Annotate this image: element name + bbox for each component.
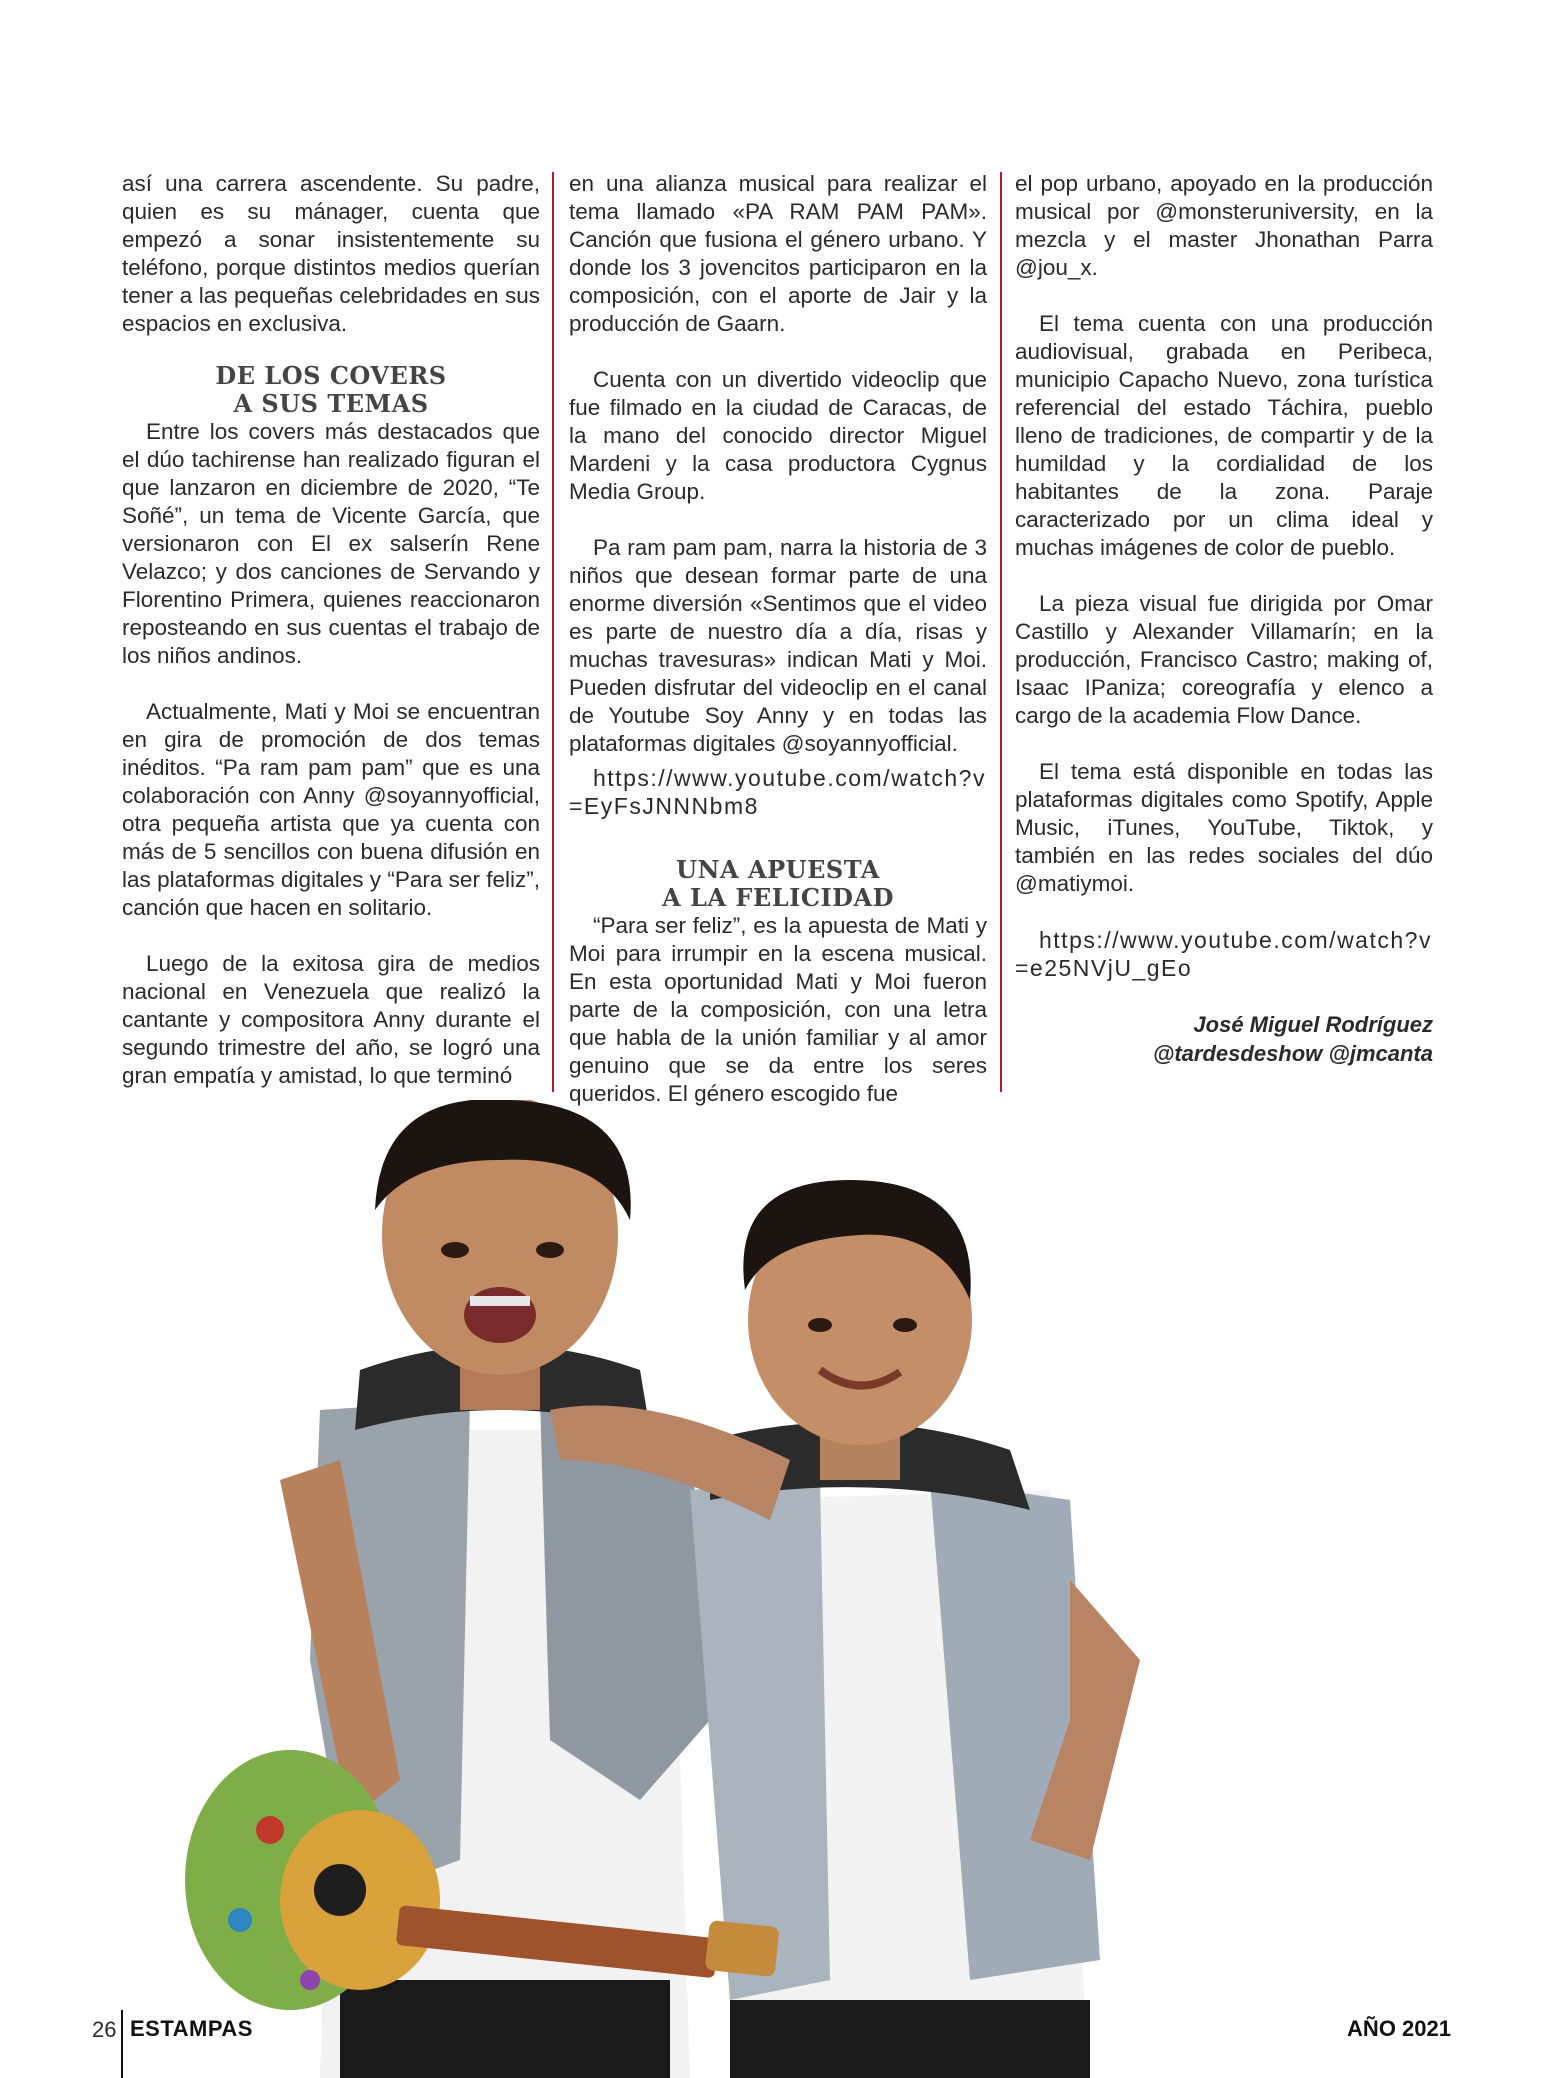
col2-paragraph-4: “Para ser feliz”, es la apuesta de Mati y Moi para irrumpir en la escena musical. En esta oportunidad Mati y Moi fueron parte de la composición, con una letra que habla de la unión familiar y al amor genuino que se da entre los seres queridos. El género escogido fue [569,913,987,1106]
col1-paragraph-1: así una carrera ascendente. Su padre, quien es su mánager, cuenta que empezó a sonar insistentemente su teléfono, porque distintos medios querían tener a las pequeñas celebridades en sus espacios en exclusiva. [122,171,540,336]
col3-paragraph-3: La pieza visual fue dirigida por Omar Castillo y Alexander Villamarín; en la producción, Francisco Castro; making of, Isaac IPaniza; coreografía y elenco a cargo de la academia Flow Dance. [1015,591,1433,728]
column-3 [1015,170,1433,1068]
subhead-covers-line1: DE LOS COVERS [215,361,447,390]
author-name: José Miguel Rodríguez [1193,1012,1433,1037]
column-2 [569,170,987,1136]
column-divider-1 [552,172,554,1092]
footer-divider [121,2010,123,2078]
subhead-felicidad [569,856,987,912]
col2-paragraph-1: en una alianza musical para realizar el tema llamado «PA RAM PAM PAM». Canción que fusiona el género urbano. Y donde los 3 jovencitos participaron en la composición, con el aporte de Jair y la producción de Gaarn. [569,171,987,336]
col1-paragraph-3: Actualmente, Mati y Moi se encuentran en gira de promoción de dos temas inéditos. “Pa ram pam pam” que es una colaboración con Anny @soyannyofficial, otra pequeña artista que ya cuenta con más de 5 sencillos con buena difusión en las plataformas digitales y “Para ser feliz”, canción que hacen en solitario. [122,699,540,920]
page-number: 26 [92,2017,117,2042]
col2-paragraph-2: Cuenta con un divertido videoclip que fue filmado en la ciudad de Caracas, de la mano del conocido director Miguel Mardeni y la casa productora Cygnus Media Group. [569,367,987,504]
col1-paragraph-2: Entre los covers más destacados que el dúo tachirense han realizado figuran el que lanzaron en diciembre de 2020, “Te Soñé”, un tema de Vicente García, que versionaron con El ex salserín Rene Velazco; y dos canciones de Servando y Florentino Primera, quienes reaccionaron reposteando en sus cuentas el trabajo de los niños andinos. [122,419,540,668]
col3-paragraph-2: El tema cuenta con una producción audiovisual, grabada en Peribeca, municipio Capacho Nuevo, zona turística referencial del estado Táchira, pueblo lleno de tradiciones, de compartir y de la humildad y la cordialidad de los habitantes de la zona. Paraje caracterizado por un clima ideal y muchas imágenes de color de pueblo. [1015,311,1433,560]
youtube-link-pa-ram-pam-pam[interactable]: https://www.youtube.com/watch?v=EyFsJNNNbm8 [569,765,986,819]
column-1 [122,170,540,1118]
author-handles: @tardesdeshow @jmcanta [1152,1041,1433,1066]
issue-year: AÑO 2021 [1347,2016,1451,2041]
author-signature [1015,1010,1433,1068]
col2-paragraph-3: Pa ram pam pam, narra la historia de 3 niños que desean formar parte de una enorme diversión «Sentimos que el video es parte de nuestro día a día, risas y muchas travesuras» indican Mati y Moi. Pueden disfrutar del videoclip en el canal de Youtube Soy Anny y en todas las plataformas digitales @soyannyofficial. [569,535,987,756]
column-divider-2 [1000,172,1002,1092]
subhead-felicidad-line2: A LA FELICIDAD [662,883,894,912]
magazine-brand: ESTAMPAS [130,2016,253,2041]
col1-paragraph-4: Luego de la exitosa gira de medios nacional en Venezuela que realizó la cantante y compositora Anny durante el segundo trimestre del año, se logró una gran empatía y amistad, lo que terminó [122,951,540,1088]
youtube-link-para-ser-feliz[interactable]: https://www.youtube.com/watch?v=e25NVjU_gEo [1015,927,1432,981]
col3-paragraph-4: El tema está disponible en todas las plataformas digitales como Spotify, Apple Music, iTunes, YouTube, Tiktok, y también en las redes sociales del dúo @matiymoi. [1015,759,1433,896]
subhead-covers-line2: A SUS TEMAS [233,389,429,418]
subhead-covers [122,362,540,418]
photo-of-two-boys-icon [170,1100,1320,2078]
col3-paragraph-1: el pop urbano, apoyado en la producción musical por @monsteruniversity, en la mezcla y el master Jhonathan Parra @jou_x. [1015,171,1433,280]
subhead-felicidad-line1: UNA APUESTA [676,855,880,884]
